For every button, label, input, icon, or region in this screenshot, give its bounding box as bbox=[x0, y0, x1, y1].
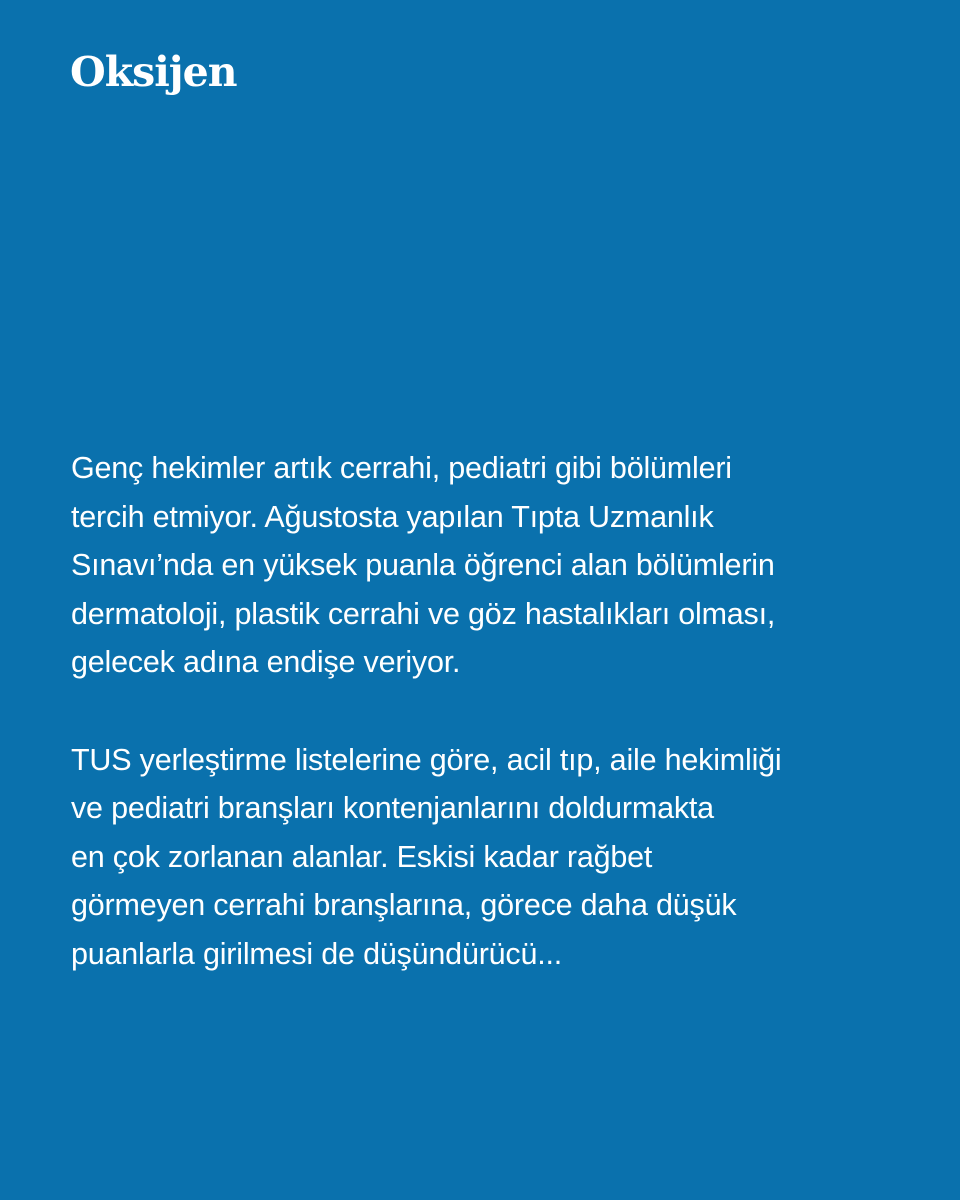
paragraph-line: TUS yerleştirme listelerine göre, acil tıp, aile hekimliği bbox=[71, 742, 782, 777]
paragraph-line: tercih etmiyor. Ağustosta yapılan Tıpta Uzmanlık bbox=[71, 499, 714, 534]
paragraph-2 bbox=[71, 736, 911, 979]
article-body bbox=[71, 444, 911, 978]
paragraph-line: ve pediatri branşları kontenjanlarını doldurmakta bbox=[71, 791, 714, 825]
paragraph-line: Genç hekimler artık cerrahi, pediatri gibi bölümleri bbox=[71, 451, 732, 485]
paragraph-line: dermatoloji, plastik cerrahi ve göz hastalıkları olması, bbox=[71, 596, 776, 631]
paragraph-line: gelecek adına endişe veriyor. bbox=[71, 645, 461, 679]
paragraph-line: puanlarla girilmesi de düşündürücü... bbox=[71, 936, 563, 971]
paragraph-line: görmeyen cerrahi branşlarına, görece daha düşük bbox=[71, 888, 737, 922]
paragraph-1 bbox=[71, 444, 911, 687]
paragraph-line: en çok zorlanan alanlar. Eskisi kadar rağbet bbox=[71, 839, 653, 874]
brand-logo: Oksijen bbox=[70, 48, 237, 96]
paragraph-line: Sınavı’nda en yüksek puanla öğrenci alan bölümlerin bbox=[71, 548, 775, 582]
